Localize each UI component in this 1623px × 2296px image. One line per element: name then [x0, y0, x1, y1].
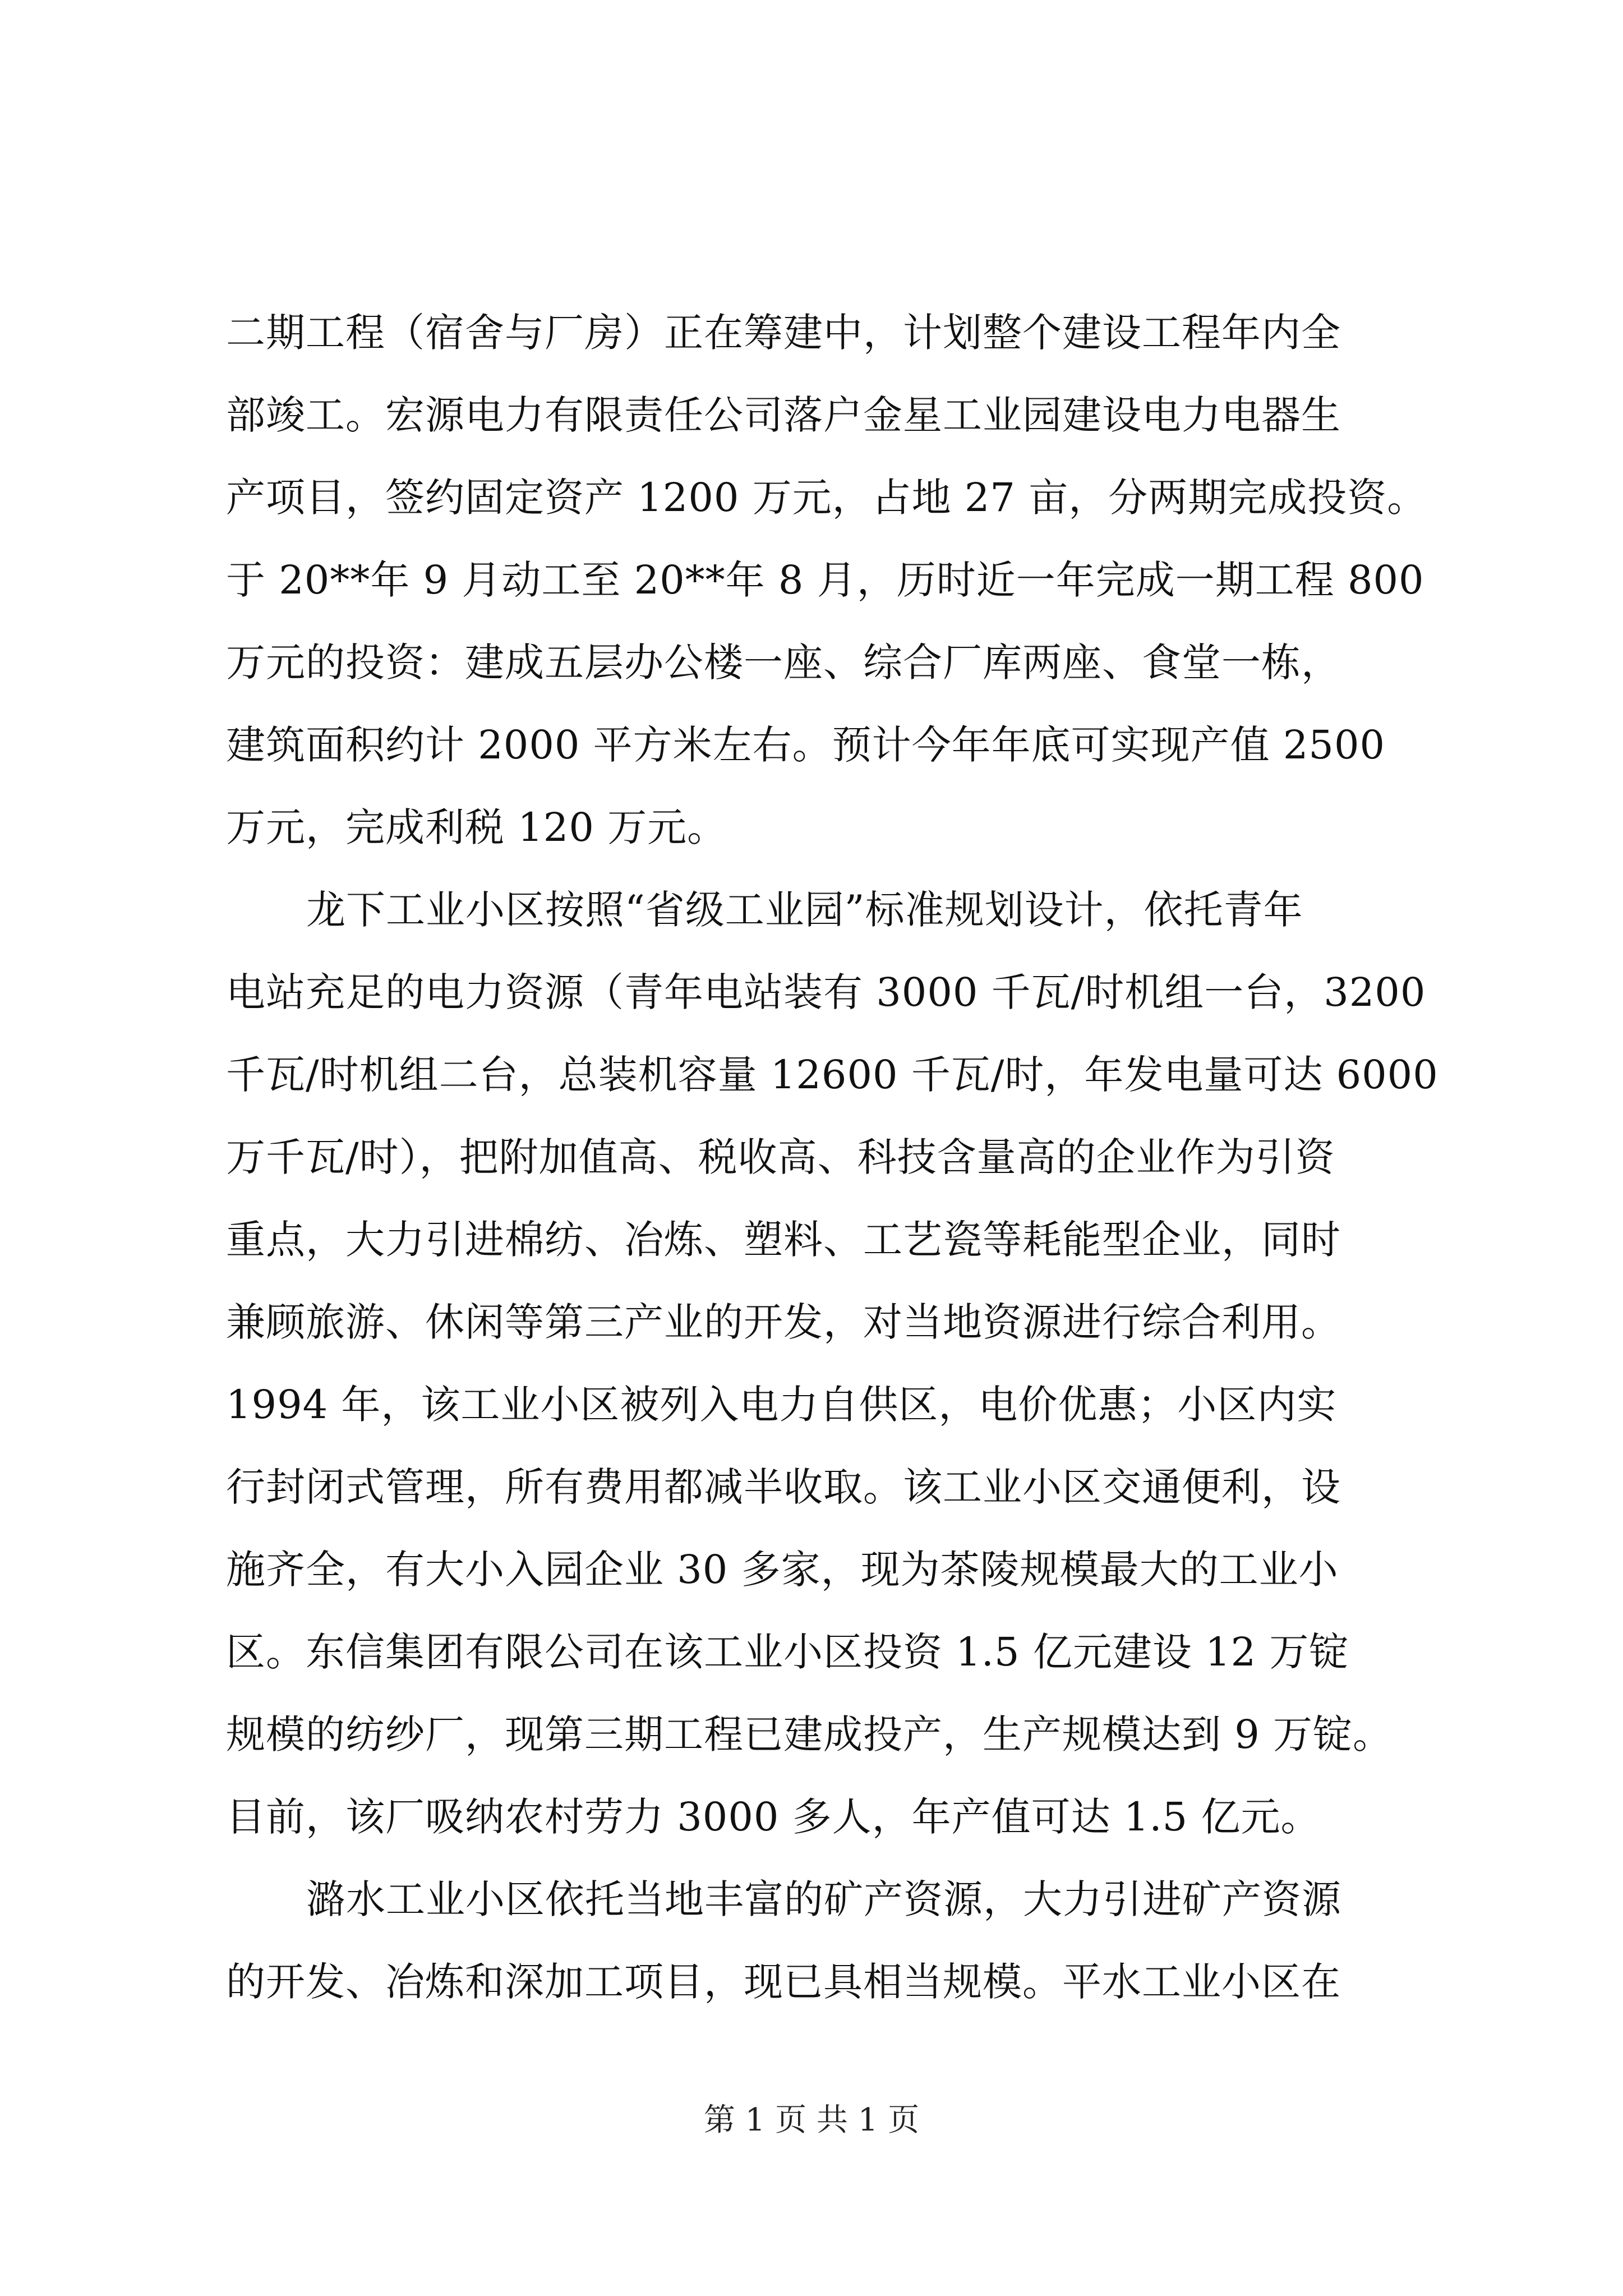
text-line: 行封闭式管理，所有费用都减半收取。该工业小区交通便利，设 — [226, 1464, 1341, 1510]
text-line: 建筑面积约计 2000 平方米左右。预计今年年底可实现产值 2500 — [226, 722, 1386, 768]
text-line: 规模的纺纱厂，现第三期工程已建成投产，生产规模达到 9 万锭。 — [226, 1711, 1393, 1757]
text-line: 部竣工。宏源电力有限责任公司落户金星工业园建设电力电器生 — [226, 392, 1341, 438]
text-line: 于 20**年 9 月动工至 20**年 8 月，历时近一年完成一期工程 800 — [226, 557, 1424, 603]
text-line: 万元，完成利税 120 万元。 — [226, 804, 727, 850]
page-footer: 第 1 页 共 1 页 — [703, 2102, 920, 2138]
paragraph-start-line: 潞水工业小区依托当地丰富的矿产资源，大力引进矿产资源 — [306, 1876, 1341, 1922]
document-body — [226, 292, 1438, 2023]
text-line: 施齐全，有大小入园企业 30 多家，现为茶陵规模最大的工业小 — [226, 1547, 1339, 1593]
text-line: 兼顾旅游、休闲等第三产业的开发，对当地资源进行综合利用。 — [226, 1299, 1341, 1345]
text-line: 万元的投资：建成五层办公楼一座、综合厂库两座、食堂一栋， — [226, 639, 1341, 685]
text-line: 的开发、冶炼和深加工项目，现已具相当规模。平水工业小区在 — [226, 1959, 1341, 2005]
text-line: 重点，大力引进棉纺、冶炼、塑料、工艺瓷等耗能型企业，同时 — [226, 1217, 1341, 1263]
text-line: 区。东信集团有限公司在该工业小区投资 1.5 亿元建设 12 万锭 — [226, 1629, 1349, 1675]
text-line: 目前，该厂吸纳农村劳力 3000 多人，年产值可达 1.5 亿元。 — [226, 1794, 1321, 1840]
text-line: 1994 年，该工业小区被列入电力自供区，电价优惠；小区内实 — [226, 1382, 1337, 1428]
text-line: 千瓦/时机组二台，总装机容量 12600 千瓦/时，年发电量可达 6000 — [226, 1052, 1438, 1098]
paragraph-start-line: 龙下工业小区按照“省级工业园”标准规划设计，依托青年 — [306, 887, 1303, 933]
text-line: 电站充足的电力资源（青年电站装有 3000 千瓦/时机组一台，3200 — [226, 969, 1426, 1015]
text-line: 万千瓦/时），把附加值高、税收高、科技含量高的企业作为引资 — [226, 1134, 1335, 1180]
text-line: 产项目，签约固定资产 1200 万元，占地 27 亩，分两期完成投资。 — [226, 475, 1427, 521]
text-line: 二期工程（宿舍与厂房）正在筹建中，计划整个建设工程年内全 — [226, 310, 1341, 356]
